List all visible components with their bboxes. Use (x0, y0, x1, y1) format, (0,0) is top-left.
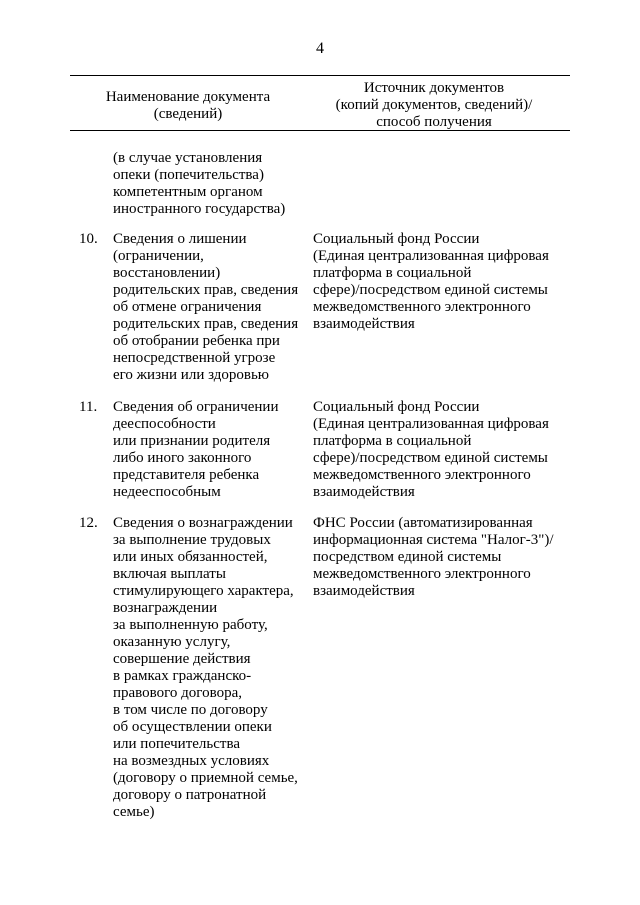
row-12-number: 12. (79, 515, 98, 531)
row-11-number: 11. (79, 399, 98, 415)
row-11-document-name: Сведения об ограничении дееспособности или признании родителя либо иного законного представителя ребенка недееспособным (113, 399, 279, 500)
row-10-source: Социальный фонд России (Единая централизованная цифровая платформа в социальной сфере)/посредством единой системы межведомственного электронного взаимодействия (313, 231, 549, 332)
page-number: 4 (316, 40, 324, 57)
row-10-number: 10. (79, 231, 98, 247)
row-10-document-name: Сведения о лишении (ограничении, восстановлении) родительских прав, сведения об отмене ограничения родительских прав, сведения об отобрании ребенка при непосредственной угрозе его жизни или здоровью (113, 231, 299, 383)
header-bottom-rule (70, 130, 570, 131)
row-12-source: ФНС России (автоматизированная информационная система "Налог-3")/ посредством единой системы межведомственного электронного взаимодействия (313, 515, 554, 599)
continuation-text: (в случае установления опеки (попечительства) компетентным органом иностранного государства) (113, 150, 286, 217)
header-document-source: Источник документов (копий документов, сведений)/ способ получения (335, 80, 533, 130)
row-11-source: Социальный фонд России (Единая централизованная цифровая платформа в социальной сфере)/посредством единой системы межведомственного электронного взаимодействия (313, 399, 549, 500)
header-document-name: Наименование документа (сведений) (105, 89, 271, 122)
table-top-rule (70, 75, 570, 76)
row-12-document-name: Сведения о вознаграждении за выполнение трудовых или иных обязанностей, включая выплаты стимулирующего характера, вознаграждении за выполненную работу, оказанную услугу, совершение действия в рамках гражданско- правового договора, в том числе по договору об осуществлении опеки или попечительства на возмездных условиях (договору о приемной семье, договору о патронатной семье) (113, 515, 298, 820)
